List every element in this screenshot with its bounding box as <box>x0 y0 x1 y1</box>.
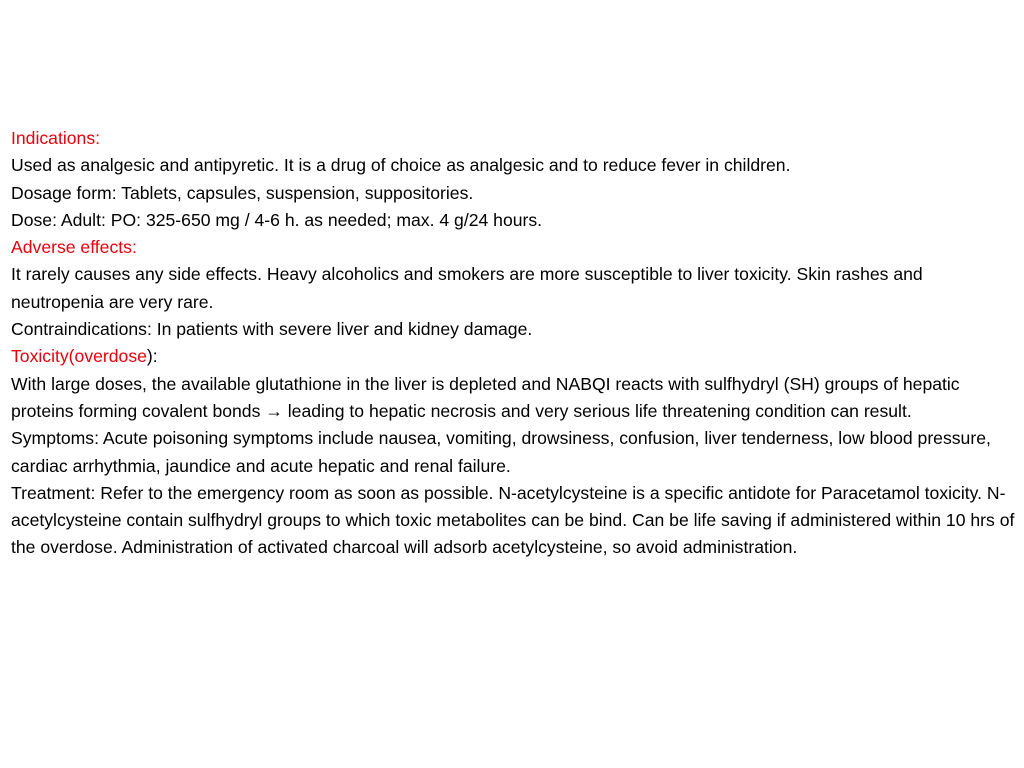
slide-body <box>11 125 1016 562</box>
toxicity-heading: Toxicity(overdose <box>11 346 147 367</box>
contraindications-text: Contraindications: In patients with severe liver and kidney damage. <box>11 319 533 340</box>
dose-text: Dose: Adult: PO: 325-650 mg / 4-6 h. as needed; max. 4 g/24 hours. <box>11 209 543 230</box>
dosage-form-text: Dosage form: Tablets, capsules, suspension, suppositories. <box>11 182 474 203</box>
indications-text: Used as analgesic and antipyretic. It is a drug of choice as analgesic and to reduce fever in children. <box>11 155 791 176</box>
toxicity-heading-line <box>11 343 1016 370</box>
symptoms-text: Symptoms: Acute poisoning symptoms include nausea, vomiting, drowsiness, confusion, liver tenderness, low blood pressure, cardiac arrhythmia, jaundice and acute hepatic and renal failure. <box>11 428 991 476</box>
adverse-effects-heading: Adverse effects: <box>11 237 137 258</box>
indications-heading: Indications: <box>11 128 100 148</box>
toxicity-text: With large doses, the available glutathione in the liver is depleted and NABQI reacts with sulfhydryl (SH) groups of hepatic proteins forming covalent bonds → leading to hepatic necrosis and very serious life threatening condition can result. <box>11 373 960 421</box>
toxicity-heading-suffix: ): <box>146 346 158 367</box>
adverse-effects-text: It rarely causes any side effects. Heavy alcoholics and smokers are more susceptible to liver toxicity. Skin rashes and neutropenia are very rare. <box>11 264 923 312</box>
treatment-text: Treatment: Refer to the emergency room as soon as possible. N-acetylcysteine is a specific antidote for Paracetamol toxicity. N-acetylcysteine contain sulfhydryl groups to which toxic metabolites can be bind. Can be life saving if administered within 10 hrs of the overdose. Administration of activated charcoal will adsorb acetylcysteine, so avoid administration. <box>11 482 1015 558</box>
